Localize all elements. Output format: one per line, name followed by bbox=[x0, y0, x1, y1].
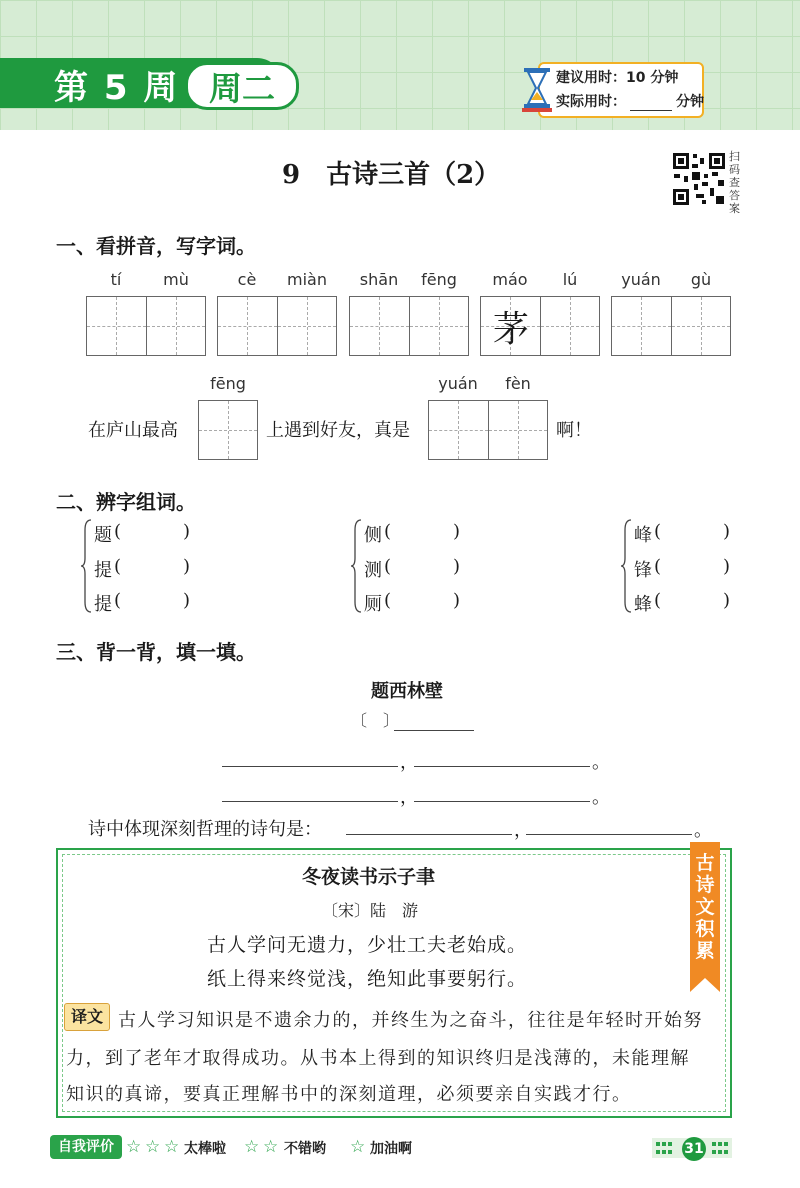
period: 。 bbox=[592, 752, 610, 773]
sentence-part1: 在庐山最高 bbox=[88, 420, 178, 441]
grid-cell[interactable]: 茅 bbox=[481, 297, 540, 355]
star-icon[interactable]: ☆ bbox=[350, 1137, 366, 1157]
period: 。 bbox=[694, 820, 712, 841]
sentence-part2: 上遇到好友，真是 bbox=[266, 420, 410, 441]
pinyin: miàn bbox=[287, 270, 327, 289]
brace-icon bbox=[80, 518, 92, 614]
word-char: 侧 bbox=[364, 525, 382, 546]
ribbon-label: 古诗文积累 bbox=[695, 852, 715, 962]
tian-grid-word3[interactable] bbox=[349, 296, 469, 356]
star-icon[interactable]: ☆ bbox=[145, 1137, 161, 1157]
tian-grid-sentence2[interactable] bbox=[428, 400, 548, 460]
actual-time-label: 实际用时： 分钟 bbox=[556, 94, 704, 110]
answer-blank[interactable] bbox=[526, 834, 692, 835]
pinyin: máo bbox=[492, 270, 528, 289]
answer-paren[interactable]: ( ) bbox=[654, 521, 731, 542]
author-blank[interactable] bbox=[394, 730, 474, 731]
star-icon[interactable]: ☆ bbox=[244, 1137, 260, 1157]
answer-paren[interactable]: ( ) bbox=[384, 521, 461, 542]
tian-grid-word5[interactable] bbox=[611, 296, 731, 356]
poem-line-blank[interactable] bbox=[222, 801, 398, 802]
answer-paren[interactable]: ( ) bbox=[384, 556, 461, 577]
word-char: 蜂 bbox=[634, 594, 652, 615]
hourglass-icon bbox=[522, 66, 552, 114]
question-text: 诗中体现深刻哲理的诗句是： bbox=[88, 819, 322, 840]
section2-heading: 二、辨字组词。 bbox=[56, 490, 196, 514]
answer-paren[interactable]: ( ) bbox=[384, 590, 461, 611]
pinyin: fēng bbox=[421, 270, 457, 289]
pinyin: fèn bbox=[505, 374, 531, 393]
poem-title: 题西林壁 bbox=[371, 681, 443, 702]
star-icon[interactable]: ☆ bbox=[126, 1137, 142, 1157]
star-icon[interactable]: ☆ bbox=[164, 1137, 180, 1157]
grid-cell[interactable] bbox=[612, 297, 671, 355]
pinyin: lú bbox=[562, 270, 578, 289]
section1-heading: 一、看拼音，写字词。 bbox=[56, 234, 256, 258]
pinyin: fēng bbox=[210, 374, 246, 393]
answer-blank[interactable] bbox=[346, 834, 512, 835]
eval-level-good: 不错哟 bbox=[284, 1141, 326, 1157]
word-char: 提 bbox=[94, 560, 112, 581]
answer-paren[interactable]: ( ) bbox=[654, 556, 731, 577]
self-eval-label: 自我评价 bbox=[50, 1135, 122, 1159]
comma: ， bbox=[514, 820, 532, 841]
comma: ， bbox=[400, 752, 418, 773]
word-char: 峰 bbox=[634, 525, 652, 546]
grid-cell[interactable] bbox=[146, 297, 205, 355]
classic-poem-line: 纸上得来终觉浅，绝知此事要躬行。 bbox=[207, 968, 528, 990]
period: 。 bbox=[592, 787, 610, 808]
translation-label: 译文 bbox=[64, 1003, 110, 1031]
tian-grid-word2[interactable] bbox=[217, 296, 337, 356]
pinyin: yuán bbox=[438, 374, 478, 393]
word-char: 厕 bbox=[364, 594, 382, 615]
translation-line: 古人学习知识是不遗余力的，并终生为之奋斗，往往是年轻时开始努 bbox=[118, 1010, 703, 1031]
word-char: 锋 bbox=[634, 560, 652, 581]
poem-line-blank[interactable] bbox=[222, 766, 398, 767]
pinyin: tí bbox=[110, 270, 122, 289]
grid-cell[interactable] bbox=[218, 297, 277, 355]
grid-cell[interactable] bbox=[199, 401, 257, 459]
star-icon[interactable]: ☆ bbox=[263, 1137, 279, 1157]
grid-cell[interactable] bbox=[540, 297, 599, 355]
eval-level-great: 太棒啦 bbox=[184, 1141, 226, 1157]
grid-cell[interactable] bbox=[409, 297, 468, 355]
author-bracket: 〔 〕 bbox=[351, 711, 400, 730]
grid-cell[interactable] bbox=[87, 297, 146, 355]
classic-poem-title: 冬夜读书示子聿 bbox=[302, 866, 436, 888]
qr-code-icon[interactable] bbox=[672, 152, 726, 206]
word-char: 题 bbox=[94, 525, 112, 546]
grid-cell[interactable] bbox=[350, 297, 409, 355]
answer-paren[interactable]: ( ) bbox=[654, 590, 731, 611]
grid-cell[interactable] bbox=[671, 297, 730, 355]
pinyin: mù bbox=[163, 270, 189, 289]
classic-poem-line: 古人学问无遗力，少壮工夫老始成。 bbox=[207, 934, 528, 956]
tian-grid-word1[interactable] bbox=[86, 296, 206, 356]
grid-cell[interactable] bbox=[429, 401, 488, 459]
grid-cell[interactable] bbox=[277, 297, 336, 355]
classic-poem-author: 〔宋〕陆 游 bbox=[322, 901, 419, 920]
translation-line: 力，到了老年才取得成功。从书本上得到的知识终归是浅薄的，未能理解 bbox=[66, 1048, 690, 1069]
page-title: 9 古诗三首（2） bbox=[282, 160, 501, 190]
day-label: 周二 bbox=[209, 69, 275, 108]
week-label: 第 5 周 bbox=[54, 68, 180, 108]
comma: ， bbox=[400, 787, 418, 808]
poem-line-blank[interactable] bbox=[414, 766, 590, 767]
tian-grid-sentence1[interactable] bbox=[198, 400, 258, 460]
translation-line: 知识的真谛，要真正理解书中的深刻道理，必须要亲自实践才行。 bbox=[66, 1084, 632, 1105]
sentence-part3: 啊！ bbox=[556, 420, 592, 441]
grid-cell[interactable] bbox=[488, 401, 547, 459]
page-number: 31 bbox=[682, 1137, 706, 1161]
pinyin: cè bbox=[237, 270, 257, 289]
pinyin: shān bbox=[359, 270, 399, 289]
eval-level-try: 加油啊 bbox=[370, 1141, 412, 1157]
pinyin: gù bbox=[690, 270, 712, 289]
qr-caption: 扫 码 查 答 案 bbox=[729, 150, 740, 215]
poem-line-blank[interactable] bbox=[414, 801, 590, 802]
answer-paren[interactable]: ( ) bbox=[114, 556, 191, 577]
answer-paren[interactable]: ( ) bbox=[114, 590, 191, 611]
section3-heading: 三、背一背，填一填。 bbox=[56, 640, 256, 664]
tian-grid-word4[interactable] bbox=[480, 296, 600, 356]
suggested-time: 建议用时：10 分钟 bbox=[556, 70, 679, 86]
brace-icon bbox=[620, 518, 632, 614]
answer-paren[interactable]: ( ) bbox=[114, 521, 191, 542]
pinyin: yuán bbox=[621, 270, 661, 289]
word-char: 提 bbox=[94, 594, 112, 615]
brace-icon bbox=[350, 518, 362, 614]
word-char: 测 bbox=[364, 560, 382, 581]
actual-time-blank[interactable] bbox=[630, 96, 672, 111]
